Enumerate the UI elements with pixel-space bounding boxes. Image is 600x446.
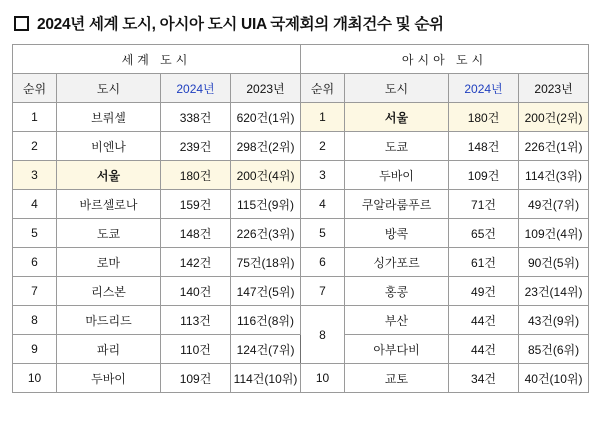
asia-city-cell: 교토 [345,364,449,393]
asia-city-cell: 부산 [345,306,449,335]
asia-2023-cell: 23건(14위) [519,277,589,306]
asia-2024-cell: 65건 [449,219,519,248]
asia-city-cell: 도쿄 [345,132,449,161]
col-header-asia-2023: 2023년 [519,74,589,103]
table-row [13,219,589,248]
col-header-asia-rank: 순위 [301,74,345,103]
world-rank-cell: 10 [13,364,57,393]
world-rank-cell: 2 [13,132,57,161]
table-body [13,103,589,393]
asia-2023-cell: 114건(3위) [519,161,589,190]
world-2024-cell: 140건 [161,277,231,306]
asia-2024-cell: 61건 [449,248,519,277]
world-rank-cell: 4 [13,190,57,219]
asia-2024-cell: 44건 [449,335,519,364]
table-row [13,277,589,306]
asia-2023-cell: 226건(1위) [519,132,589,161]
asia-rank-cell: 8 [301,306,345,364]
page-title-text: 2024년 세계 도시, 아시아 도시 UIA 국제회의 개최건수 및 순위 [37,16,444,33]
group-header-asia: 아시아 도시 [301,45,589,74]
world-city-cell: 도쿄 [57,219,161,248]
asia-rank-cell: 5 [301,219,345,248]
world-city-cell: 리스본 [57,277,161,306]
world-rank-cell: 8 [13,306,57,335]
asia-rank-cell: 7 [301,277,345,306]
square-bullet-icon [14,16,29,31]
table-row [13,248,589,277]
world-rank-cell: 3 [13,161,57,190]
asia-city-cell: 쿠알라룸푸르 [345,190,449,219]
table-row [13,161,589,190]
asia-rank-cell: 10 [301,364,345,393]
asia-rank-cell: 4 [301,190,345,219]
asia-2024-cell: 71건 [449,190,519,219]
asia-2024-cell: 148건 [449,132,519,161]
table-row [13,306,589,335]
asia-city-cell: 두바이 [345,161,449,190]
world-2024-cell: 109건 [161,364,231,393]
asia-city-cell: 아부다비 [345,335,449,364]
world-2023-cell: 115건(9위) [231,190,301,219]
world-rank-cell: 7 [13,277,57,306]
asia-2024-cell: 49건 [449,277,519,306]
world-2023-cell: 124건(7위) [231,335,301,364]
world-city-cell: 서울 [57,161,161,190]
asia-2023-cell: 49건(7위) [519,190,589,219]
col-header-world-city: 도시 [57,74,161,103]
world-2023-cell: 147건(5위) [231,277,301,306]
asia-2023-cell: 90건(5위) [519,248,589,277]
col-header-asia-2024: 2024년 [449,74,519,103]
asia-2023-cell: 43건(9위) [519,306,589,335]
world-city-cell: 파리 [57,335,161,364]
page-title [14,12,588,34]
col-header-world-2024: 2024년 [161,74,231,103]
world-city-cell: 브뤼셀 [57,103,161,132]
world-rank-cell: 1 [13,103,57,132]
world-2024-cell: 180건 [161,161,231,190]
world-city-cell: 마드리드 [57,306,161,335]
col-header-world-2023: 2023년 [231,74,301,103]
world-2024-cell: 239건 [161,132,231,161]
world-2023-cell: 75건(18위) [231,248,301,277]
asia-city-cell: 싱가포르 [345,248,449,277]
col-header-world-rank: 순위 [13,74,57,103]
world-2023-cell: 114건(10위) [231,364,301,393]
group-header-row [13,45,589,74]
asia-rank-cell: 2 [301,132,345,161]
asia-2023-cell: 85건(6위) [519,335,589,364]
table-row [13,364,589,393]
world-2024-cell: 142건 [161,248,231,277]
world-2023-cell: 116건(8위) [231,306,301,335]
asia-rank-cell: 6 [301,248,345,277]
world-rank-cell: 6 [13,248,57,277]
world-2024-cell: 148건 [161,219,231,248]
asia-rank-cell: 1 [301,103,345,132]
world-city-cell: 로마 [57,248,161,277]
asia-2024-cell: 180건 [449,103,519,132]
asia-city-cell: 홍콩 [345,277,449,306]
world-2024-cell: 159건 [161,190,231,219]
world-2023-cell: 620건(1위) [231,103,301,132]
asia-rank-cell: 3 [301,161,345,190]
asia-2024-cell: 44건 [449,306,519,335]
world-2023-cell: 226건(3위) [231,219,301,248]
world-2024-cell: 338건 [161,103,231,132]
asia-2024-cell: 109건 [449,161,519,190]
world-city-cell: 바르셀로나 [57,190,161,219]
world-city-cell: 비엔나 [57,132,161,161]
asia-2023-cell: 109건(4위) [519,219,589,248]
table-row [13,103,589,132]
column-header-row [13,74,589,103]
world-2024-cell: 113건 [161,306,231,335]
world-rank-cell: 5 [13,219,57,248]
asia-city-cell: 서울 [345,103,449,132]
table-row [13,190,589,219]
asia-2024-cell: 34건 [449,364,519,393]
asia-city-cell: 방콕 [345,219,449,248]
world-2023-cell: 298건(2위) [231,132,301,161]
world-2024-cell: 110건 [161,335,231,364]
world-2023-cell: 200건(4위) [231,161,301,190]
world-city-cell: 두바이 [57,364,161,393]
group-header-world: 세계 도시 [13,45,301,74]
asia-2023-cell: 200건(2위) [519,103,589,132]
world-rank-cell: 9 [13,335,57,364]
table-row [13,132,589,161]
col-header-asia-city: 도시 [345,74,449,103]
uia-rankings-table [12,44,589,393]
asia-2023-cell: 40건(10위) [519,364,589,393]
